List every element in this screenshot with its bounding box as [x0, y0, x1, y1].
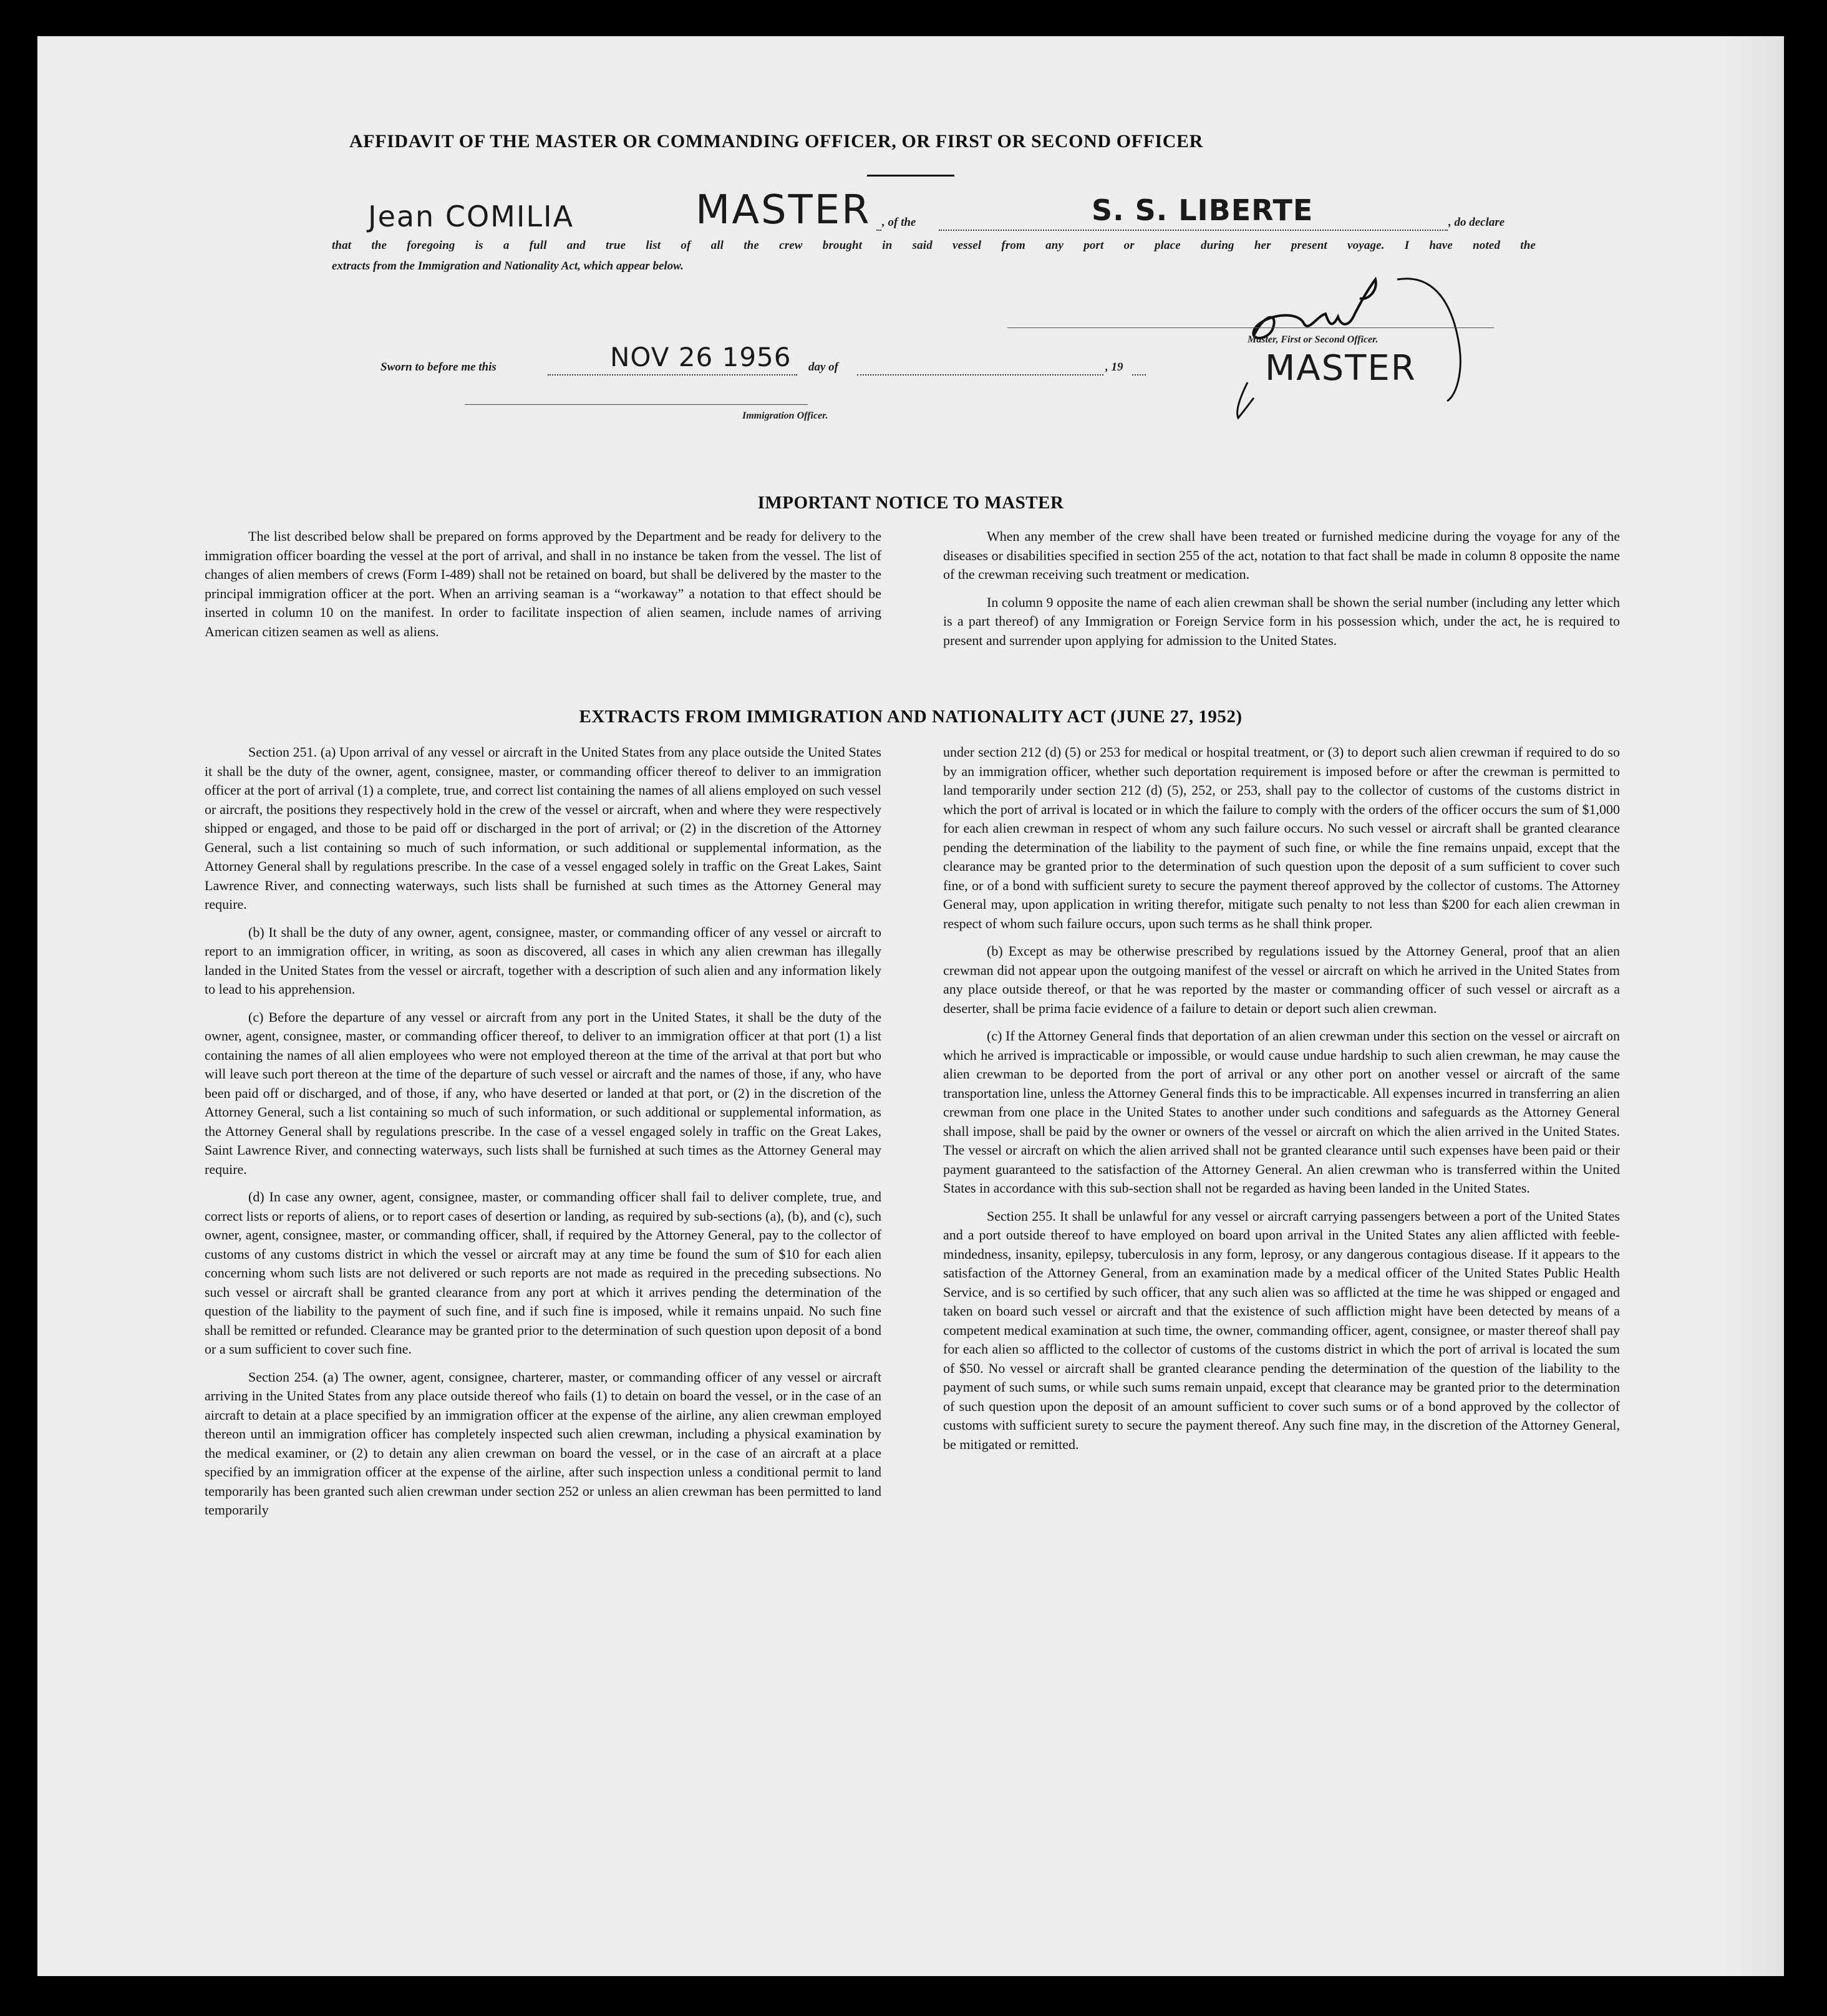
- notice-heading: IMPORTANT NOTICE TO MASTER: [757, 493, 1064, 513]
- sworn-date: NOV 26 1956: [610, 342, 792, 372]
- statement-line-2: extracts from the Immigration and Nationality Act, which appear below.: [332, 259, 684, 273]
- extract-section-251c: (c) Before the departure of any vessel or aircraft from any port in the United States, it shall be the duty of the owner, agent, consignee, master, or commanding officer thereof, to deliver to an immigration officer at that port (1) a list containing the names of all alien employees who were not employed thereon at the time of the arrival at that port but who will leave such port thereon at the time of the departure of such vessel or aircraft and the names of those, if any, who have been paid off or discharged, and of those, if any, who have deserted or landed at that port, or (2) in the discretion of the Attorney General, such a list containing so much of such information, or such additional or supplemental information, as the Attorney General shall by regulations prescribe. In the case of a vessel engaged solely in traffic on the Great Lakes, Saint Lawrence River, and connecting waterways, such lists shall be furnished at such times as the Attorney General may require.: [205, 1009, 881, 1177]
- extracts-right-column: [943, 743, 1620, 1463]
- statement-line-1: that the foregoing is a full and true list of all the crew brought in said vessel from any port or place during her present voyage. I have noted the: [332, 239, 1536, 252]
- affidavit-title: AFFIDAVIT OF THE MASTER OR COMMANDING OFFICER, OR FIRST OR SECOND OFFICER: [349, 131, 1203, 152]
- declare-label: , do declare: [1448, 216, 1505, 229]
- form-sheet: [37, 36, 1784, 1976]
- vessel-line: [939, 230, 1448, 231]
- extracts-heading: EXTRACTS FROM IMMIGRATION AND NATIONALITY ACT (JUNE 27, 1952): [579, 707, 1243, 727]
- extract-section-254c: (c) If the Attorney General finds that deportation of an alien crewman under this section on the vessel or aircraft on which he arrived is impracticable or impossible, or would cause undue hardship to such alien crewman, he may cause the alien crewman to be deported from the port of arrival or any other port on another vessel or aircraft of the same transportation line, unless the Attorney General finds this to be impracticable. All expenses incurred in transferring an alien crewman from one place in the United States to another under such conditions and safeguards as the Attorney General shall impose, shall be paid by the owner or owners of the vessel or aircraft on which the alien arrived in the United States. The vessel or aircraft on which the alien arrived shall not be granted clearance until such expenses have been paid or their payment guaranteed to the satisfaction of the Attorney General. An alien crewman who is transferred within the United States in accordance with this sub-section shall not be regarded as having been landed in the United States.: [943, 1028, 1620, 1196]
- year-line: [1132, 374, 1146, 376]
- extract-section-254a: Section 254. (a) The owner, agent, consignee, charterer, master, or commanding officer of any vessel or aircraft arriving in the United States from any place outside thereof who fails (1) to detain on board the vessel, or in the case of an aircraft to detain at a place specified by an immigration officer at the expense of the airline, any alien crewman employed thereon until an immigration officer has completely inspected such alien crewman, including a physical examination by the medical examiner, or (2) to detain any alien crewman on board the vessel, or in the case of an aircraft at a place specified by an immigration officer at the expense of the airline, after such inspection unless a conditional permit to land temporarily has been granted such alien crewman under section 252 or unless an alien crewman has been permitted to land temporarily: [205, 1369, 881, 1518]
- officer-stamp: MASTER: [1265, 348, 1417, 389]
- extract-section-255: Section 255. It shall be unlawful for any vessel or aircraft carrying passengers between a port of the United States and a port outside thereof to have employed on board upon arrival in the United States any alien afflicted with feeble-mindedness, insanity, epilepsy, tuberculosis in any form, leprosy, or any dangerous contagious disease. If it appears to the satisfaction of the Attorney General, from an examination made by a medical officer of the United States Public Health Service, and is so certified by such officer, that any such alien was so afflicted at the time he was shipped or engaged and taken on board such vessel or aircraft and that the existence of such affliction might have been detected by means of a competent medical examination at such time, the owner, commanding officer, agent, consignee, or master thereof shall pay for each alien so afflicted to the collector of customs of the customs district in which the port of arrival is located the sum of $50. No vessel or aircraft shall be granted clearance pending the determination of the question of the liability to the payment of such sums, or while such sums remain unpaid, except that clearance may be granted prior to the determination of such question upon the deposit of an amount sufficient to cover such sums or of a bond approved by the collector of customs with sufficient surety to secure the payment thereof. Any such fine may, in the discretion of the Attorney General, be mitigated or remitted.: [943, 1208, 1620, 1452]
- extract-section-254b: (b) Except as may be otherwise prescribed by regulations issued by the Attorney General, proof that an alien crewman did not appear upon the outgoing manifest of the vessel or aircraft on which he arrived in the United States from any place outside thereof, or that he was reported by the master or commanding officer of such vessel or aircraft as a deserter, shall be prima facie evidence of a failure to detain or deport such alien crewman.: [943, 943, 1620, 1016]
- notice-left-column: [205, 527, 881, 650]
- extract-section-251b: (b) It shall be the duty of any owner, agent, consignee, master, or commanding officer of any vessel or aircraft to report to an immigration officer, in writing, as soon as discovered, all cases in which any alien crewman has illegally landed in the United States from the vessel or aircraft, together with a description of such alien and any information likely to lead to his apprehension.: [205, 924, 881, 997]
- extract-section-254a-continued: under section 212 (d) (5) or 253 for medical or hospital treatment, or (3) to deport such alien crewman if required to do so by an immigration officer, whether such deportation requirement is imposed before or after the crewman is permitted to land temporarily under section 212 (d) (5), 252, or 253, shall pay to the collector of customs of the customs district in which the port of arrival is located or in which the failure to comply with the orders of the officer occurs the sum of $1,000 for each alien crewman in respect of whom any such failure occurs. No such vessel or aircraft shall be granted clearance pending the determination of the liability to the payment of such fine, or while the fine remains unpaid, except that the clearance may be granted prior to the determination of such question upon the deposit of a sum sufficient to cover such fine, or of a bond with sufficient surety to secure the payment thereof approved by the collector of customs. The Attorney General may, upon application in writing therefor, mitigate such penalty to not less than $200 for each alien crewman in respect of whom such failure occurs, upon such terms as he shall think proper.: [943, 744, 1620, 931]
- sworn-date-line: [548, 374, 797, 376]
- year-label: , 19: [1105, 361, 1123, 374]
- notice-right-paragraph-2: In column 9 opposite the name of each alien crewman shall be shown the serial number (including any letter which is a part thereof) of any Immigration or Foreign Service form in his possession which, under the act, he is required to present and surrender upon applying for admission to the United States.: [943, 594, 1620, 648]
- immigration-officer-label: Immigration Officer.: [742, 410, 828, 421]
- notice-right-column: [943, 527, 1620, 659]
- month-line: [857, 374, 1103, 376]
- extracts-left-column: [205, 743, 881, 1529]
- vessel-name: S. S. LIBERTE: [1092, 193, 1314, 227]
- rank-underline: [876, 230, 881, 231]
- officer-signature-line: [1007, 327, 1494, 328]
- officer-signature-label: Master, First or Second Officer.: [1248, 334, 1379, 345]
- master-name: Jean COMILIA: [368, 200, 574, 233]
- notice-left-paragraph: The list described below shall be prepared on forms approved by the Department and be ready for delivery to the immigration officer boarding the vessel at the port of arrival, and shall in no instance be taken from the vessel. The list of changes of alien members of crews (Form I-489) shall not be retained on board, but shall be delivered by the master to the principal immigration officer at the port. When an arriving seaman is a “workaway” a notation to that effect should be inserted in column 10 on the manifest. In order to facilitate inspection of alien seamen, include names of arriving American citizen seamen as well as aliens.: [205, 528, 881, 639]
- notice-right-paragraph-1: When any member of the crew shall have been treated or furnished medicine during the voyage for any of the diseases or disabilities specified in section 255 of the act, notation to that fact shall be made in column 8 opposite the name of the crewman receiving such treatment or medication.: [943, 528, 1620, 582]
- immigration-officer-line: [465, 404, 808, 405]
- extract-section-251a: Section 251. (a) Upon arrival of any vessel or aircraft in the United States from any place outside the United States it shall be the duty of the owner, agent, consignee, master, or commanding officer thereof to deliver to an immigration officer at the port of arrival (1) a complete, true, and correct list containing the names of all aliens employed on such vessel or aircraft, the positions they respectively hold in the crew of the vessel or aircraft, when and where they were respectively shipped or engaged, and those to be paid off or discharged in the port of arrival; or (2) in the discretion of the Attorney General, such a list containing so much of such information, or such additional or supplemental information, as the Attorney General shall by regulations prescribe. In the case of a vessel engaged solely in traffic on the Great Lakes, Saint Lawrence River, and connecting waterways, such lists shall be furnished at such times as the Attorney General may require.: [205, 744, 881, 912]
- affidavit-title-block: [349, 131, 1472, 152]
- sworn-label: Sworn to before me this: [380, 361, 497, 374]
- day-of-label: day of: [808, 361, 839, 374]
- of-the-label: , of the: [882, 216, 916, 229]
- title-rule: [867, 175, 954, 177]
- master-rank: MASTER: [695, 187, 871, 233]
- extract-section-251d: (d) In case any owner, agent, consignee, master, or commanding officer shall fail to deliver complete, true, and correct lists or reports of aliens, or to report cases of desertion or landing, as required by sub-sections (a), (b), and (c), such owner, agent, consignee, master, or commanding officer, shall, if required by the Attorney General, pay to the collector of customs of any customs district in which the vessel or aircraft may at any time be found the sum of $10 for each alien concerning whom such lists are not delivered or such reports are not made as required in the preceding subsections. No such vessel or aircraft shall be granted clearance from any port at which it arrives pending the determination of the question of the liability to the payment of such fine, and if such fine is imposed, while it remains unpaid. No such fine shall be remitted or refunded. Clearance may be granted prior to the determination of such question upon deposit of a bond or a sum sufficient to cover such fine.: [205, 1189, 881, 1357]
